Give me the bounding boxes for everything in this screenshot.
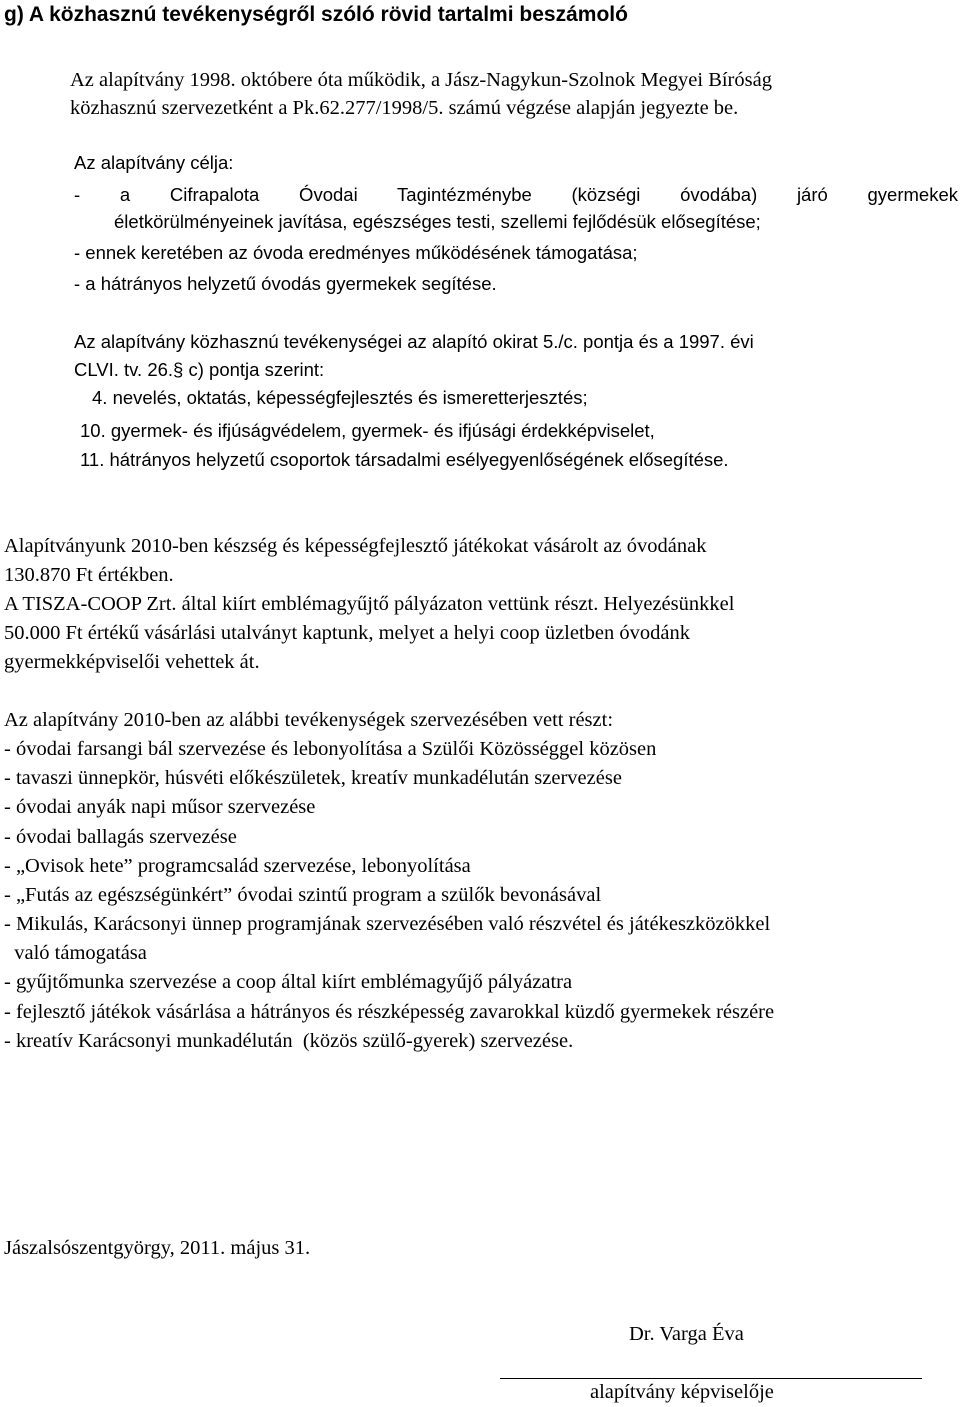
event-item: - óvodai anyák napi műsor szervezése xyxy=(4,796,316,818)
event-item: - tavaszi ünnepkör, húsvéti előkészületek, kreatív munkadélután szervezése xyxy=(4,767,622,789)
public-activities-item: 10. gyermek- és ifjúságvédelem, gyermek- és ifjúsági érdekképviselet, xyxy=(80,420,655,441)
aim-heading: Az alapítvány célja: xyxy=(74,152,234,173)
event-item: - óvodai farsangi bál szervezése és lebonyolítása a Szülői Közösséggel közösen xyxy=(4,738,657,760)
event-item: való támogatása xyxy=(4,942,147,964)
aim-line: életkörülményeinek javítása, egészséges testi, szellemi fejlődésük elősegítése; xyxy=(114,211,761,232)
event-item: - fejlesztő játékok vásárlása a hátrányos és részképesség zavarokkal küzdő gyermekek részére xyxy=(4,1001,775,1023)
aim-line: - ennek keretében az óvoda eredményes működésének támogatása; xyxy=(74,242,638,263)
aim-line: - a hátrányos helyzetű óvodás gyermekek segítése. xyxy=(74,273,497,294)
signature-line xyxy=(500,1378,922,1379)
public-activities-item: 4. nevelés, oktatás, képességfejlesztés és ismeretterjesztés; xyxy=(92,387,588,408)
event-item: - kreatív Karácsonyi munkadélután (közös szülő-gyerek) szervezése. xyxy=(4,1030,574,1052)
public-activities-line: Az alapítvány közhasznú tevékenységei az alapító okirat 5./c. pontja és a 1997. évi xyxy=(74,331,754,352)
event-item: - Mikulás, Karácsonyi ünnep programjának szervezésében való részvétel és játékeszközökkel xyxy=(4,913,771,935)
signatory-role: alapítvány képviselője xyxy=(590,1381,774,1403)
purchase-line: Alapítványunk 2010-ben készség és képességfejlesztő játékokat vásárolt az óvodának xyxy=(4,535,707,557)
intro-line: Az alapítvány 1998. októbere óta működik, a Jász-Nagykun-Szolnok Megyei Bíróság xyxy=(70,69,772,91)
purchase-line: 50.000 Ft értékű vásárlási utalványt kaptunk, melyet a helyi coop üzletben óvodánk xyxy=(4,622,690,644)
intro-line: közhasznú szervezetként a Pk.62.277/1998/5. számú végzése alapján jegyezte be. xyxy=(70,97,739,119)
events-heading: Az alapítvány 2010-ben az alábbi tevékenységek szervezésében vett részt: xyxy=(4,709,614,731)
public-activities-item: 11. hátrányos helyzetű csoportok társadalmi esélyegyenlőségének elősegítése. xyxy=(80,449,729,470)
event-item: - „Ovisok hete” programcsalád szervezése, lebonyolítása xyxy=(4,855,471,877)
aim-line: - a Cifrapalota Óvodai Tagintézménybe (községi óvodába) járó gyermekek xyxy=(74,184,958,205)
purchase-line: 130.870 Ft értékben. xyxy=(4,564,174,586)
place-date: Jászalsószentgyörgy, 2011. május 31. xyxy=(4,1237,311,1259)
section-title: g) A közhasznú tevékenységről szóló rövid tartalmi beszámoló xyxy=(4,3,628,26)
public-activities-line: CLVI. tv. 26.§ c) pontja szerint: xyxy=(74,359,325,380)
event-item: - gyűjtőmunka szervezése a coop által kiírt emblémagyűjő pályázatra xyxy=(4,971,573,993)
event-item: - „Futás az egészségünkért” óvodai szintű program a szülők bevonásával xyxy=(4,884,602,906)
purchase-line: gyermekképviselői vehettek át. xyxy=(4,651,260,673)
signatory-name: Dr. Varga Éva xyxy=(629,1323,744,1345)
event-item: - óvodai ballagás szervezése xyxy=(4,826,237,848)
purchase-line: A TISZA-COOP Zrt. által kiírt emblémagyűjtő pályázaton vettünk részt. Helyezésünkkel xyxy=(4,593,735,615)
